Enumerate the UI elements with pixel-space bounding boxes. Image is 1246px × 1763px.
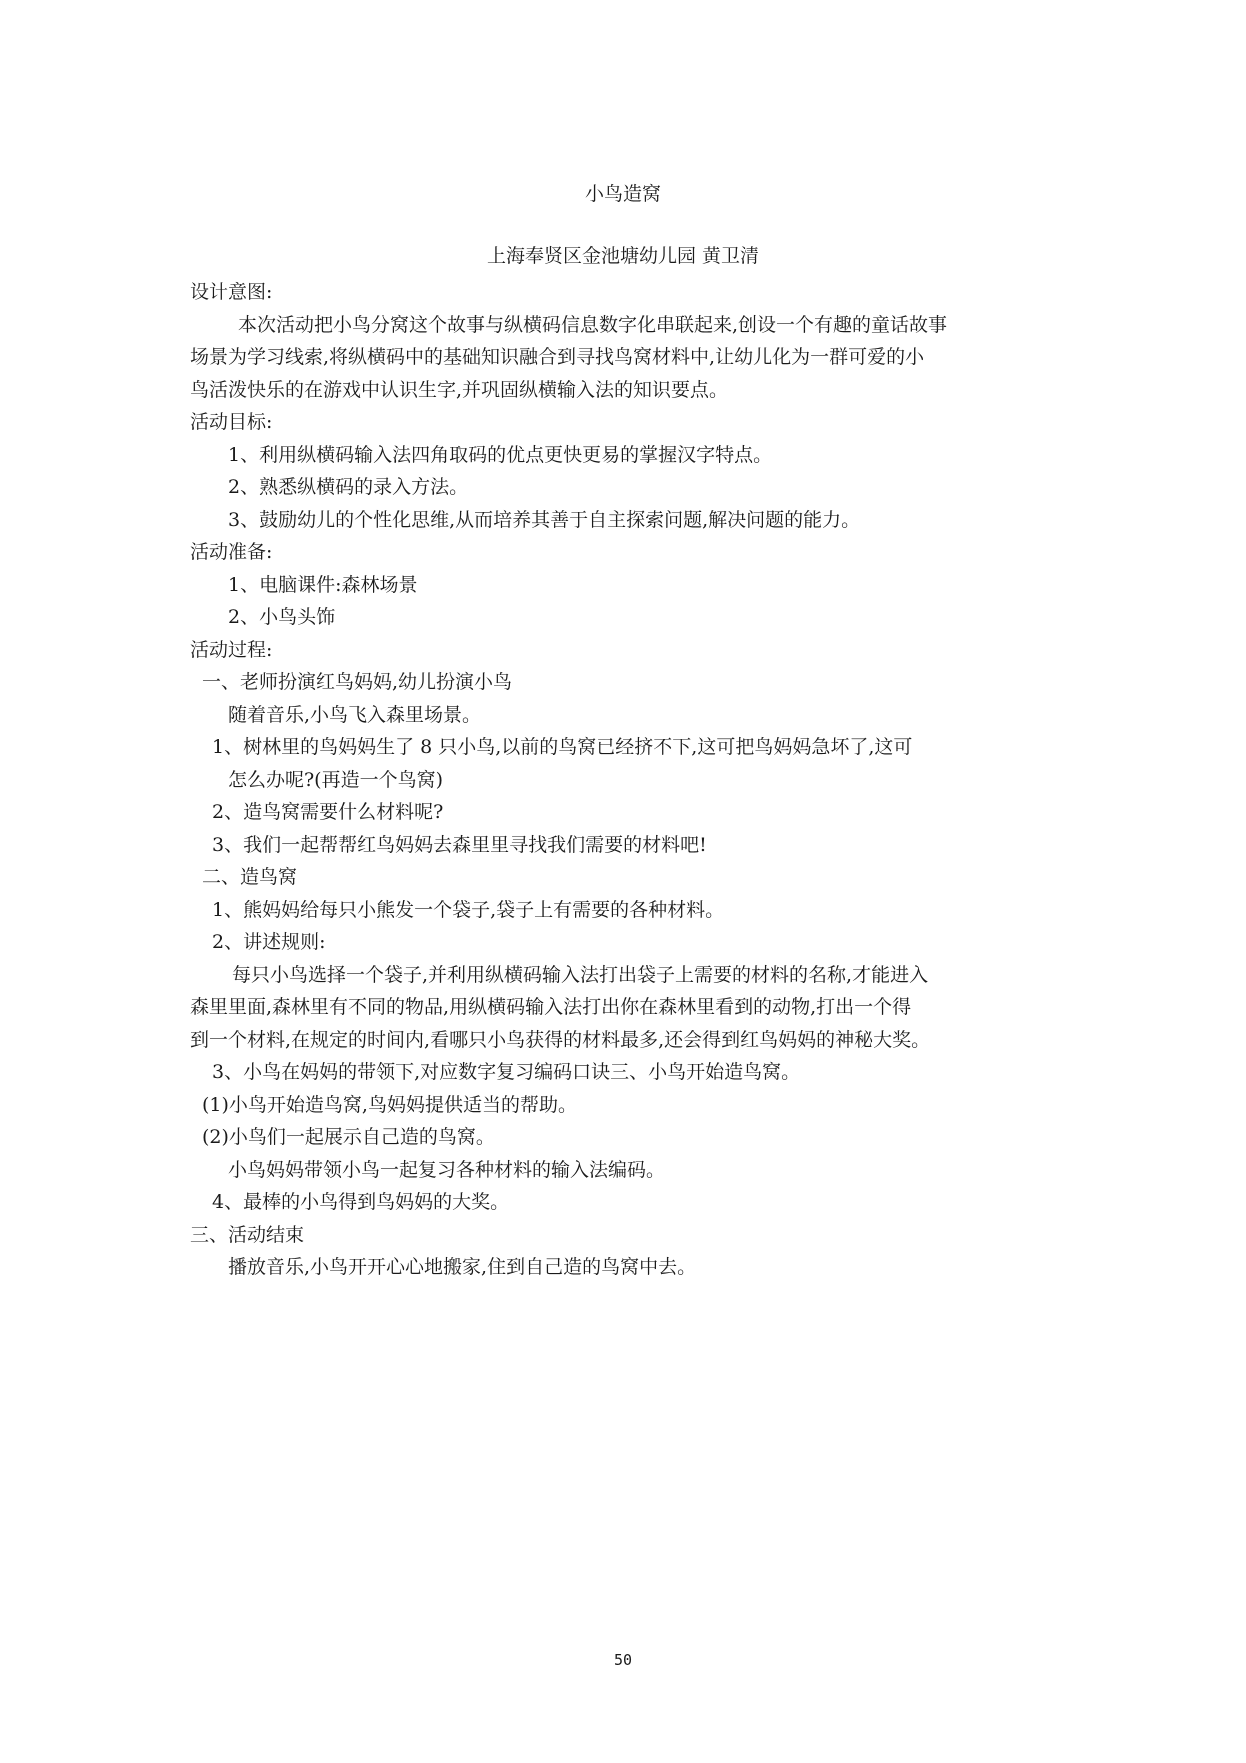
document-body bbox=[190, 276, 1070, 1284]
paragraph-line: 随着音乐,小鸟飞入森里场景。 bbox=[228, 703, 482, 726]
list-item: 2、讲述规则: bbox=[212, 931, 326, 953]
section-heading-preparation: 活动准备: bbox=[190, 541, 273, 563]
paragraph-line: 每只小鸟选择一个袋子,并利用纵横码输入法打出袋子上需要的材料的名称,才能进入 bbox=[232, 963, 929, 986]
list-item: 2、小鸟头饰 bbox=[228, 606, 336, 628]
section-heading-process: 活动过程: bbox=[190, 638, 273, 661]
list-item-continuation: 怎么办呢?(再造一个鸟窝) bbox=[228, 768, 444, 791]
paragraph-line: 到一个材料,在规定的时间内,看哪只小鸟获得的材料最多,还会得到红鸟妈妈的神秘大奖。 bbox=[190, 1028, 931, 1051]
list-item: 1、树林里的鸟妈妈生了 8 只小鸟,以前的鸟窝已经挤不下,这可把鸟妈妈急坏了,这可 bbox=[212, 736, 913, 758]
paragraph-line: 鸟活泼快乐的在游戏中认识生字,并巩固纵横输入法的知识要点。 bbox=[190, 378, 729, 401]
paragraph-line: 小鸟妈妈带领小鸟一起复习各种材料的输入法编码。 bbox=[228, 1158, 666, 1181]
paragraph-line: 森里里面,森林里有不同的物品,用纵横码输入法打出你在森林里看到的动物,打出一个得 bbox=[190, 996, 912, 1018]
list-item: 1、利用纵横码输入法四角取码的优点更快更易的掌握汉字特点。 bbox=[228, 443, 773, 466]
paragraph-line: 场景为学习线索,将纵横码中的基础知识融合到寻找鸟窝材料中,让幼儿化为一群可爱的小 bbox=[190, 346, 925, 368]
subsection-heading: 三、活动结束 bbox=[190, 1223, 305, 1246]
list-item: 3、鼓励幼儿的个性化思维,从而培养其善于自主探索问题,解决问题的能力。 bbox=[228, 508, 861, 531]
list-item: 3、小鸟在妈妈的带领下,对应数字复习编码口诀三、小鸟开始造鸟窝。 bbox=[212, 1061, 801, 1083]
subsection-heading: 二、造鸟窝 bbox=[202, 866, 298, 888]
paragraph-line: 播放音乐,小鸟开开心心地搬家,住到自己造的鸟窝中去。 bbox=[228, 1256, 697, 1278]
section-heading-goals: 活动目标: bbox=[190, 411, 273, 433]
list-item: 3、我们一起帮帮红鸟妈妈去森里里寻找我们需要的材料吧! bbox=[212, 833, 707, 856]
list-item: 2、熟悉纵横码的录入方法。 bbox=[228, 476, 469, 498]
document-author: 上海奉贤区金池塘幼儿园 黄卫清 bbox=[486, 245, 760, 267]
section-heading-design-intent: 设计意图: bbox=[190, 281, 273, 303]
list-item: 2、造鸟窝需要什么材料呢? bbox=[212, 801, 444, 823]
paragraph-line: 本次活动把小鸟分窝这个故事与纵横码信息数字化串联起来,创设一个有趣的童话故事 bbox=[238, 313, 948, 336]
list-item: 1、电脑课件:森林场景 bbox=[228, 573, 418, 596]
sub-list-item: (1)小鸟开始造鸟窝,鸟妈妈提供适当的帮助。 bbox=[202, 1093, 577, 1116]
document-title: 小鸟造窝 bbox=[584, 183, 661, 205]
sub-list-item: (2)小鸟们一起展示自己造的鸟窝。 bbox=[202, 1126, 495, 1148]
list-item: 1、熊妈妈给每只小熊发一个袋子,袋子上有需要的各种材料。 bbox=[212, 898, 725, 921]
list-item: 4、最棒的小鸟得到鸟妈妈的大奖。 bbox=[212, 1191, 510, 1213]
page-number: 50 bbox=[613, 1651, 633, 1669]
subsection-heading: 一、老师扮演红鸟妈妈,幼儿扮演小鸟 bbox=[202, 671, 513, 693]
